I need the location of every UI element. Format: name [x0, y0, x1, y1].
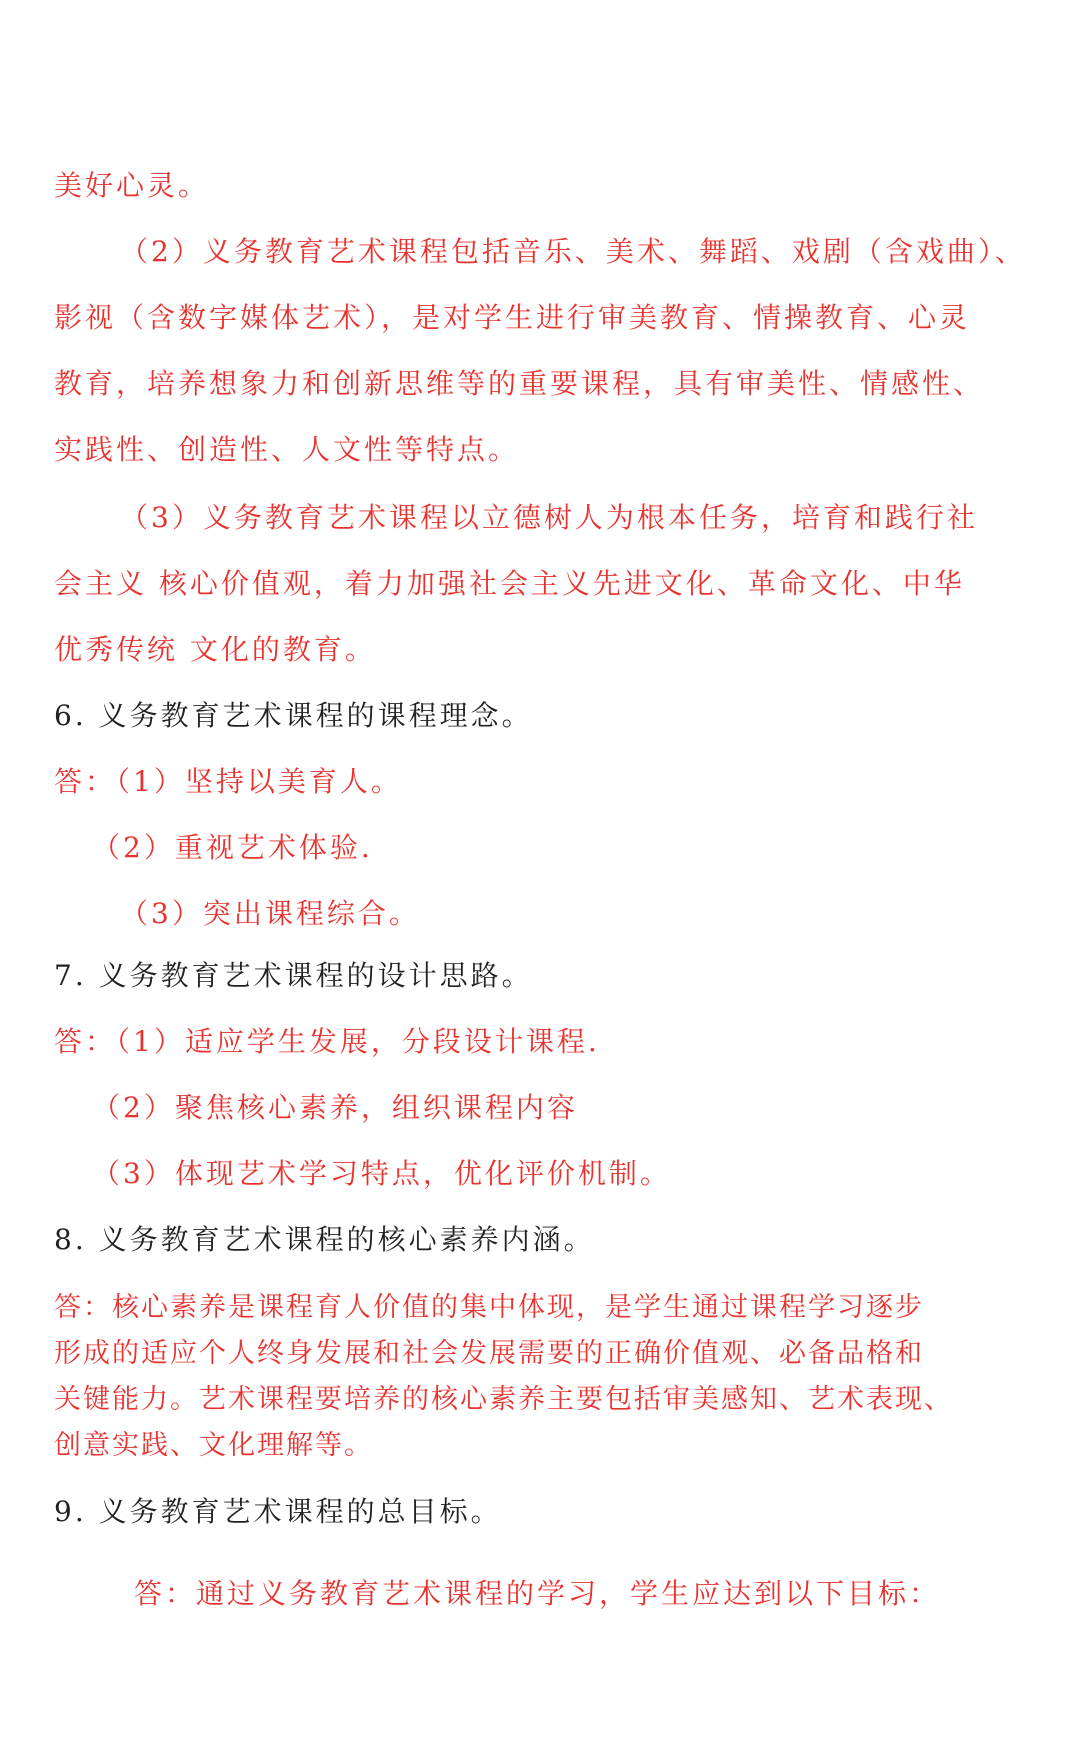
- answer-line: 答：（1）坚持以美育人。: [54, 765, 402, 798]
- answer-line: （2）义务教育艺术课程包括音乐、美术、舞蹈、戏剧（含戏曲）、: [120, 235, 1026, 268]
- question-heading: 8. 义务教育艺术课程的核心素养内涵。: [54, 1223, 595, 1256]
- answer-line: （3）突出课程综合。: [120, 897, 420, 930]
- answer-line: 教育，培养想象力和创新思维等的重要课程，具有审美性、情感性、: [54, 367, 985, 400]
- answer-line: 美好心灵。: [54, 169, 210, 202]
- answer-line: 会主义 核心价值观，着力加强社会主义先进文化、革命文化、中华: [54, 567, 965, 600]
- answer-line: 关键能力。艺术课程要培养的核心素养主要包括审美感知、艺术表现、: [54, 1384, 953, 1415]
- answer-line: 影视（含数字媒体艺术），是对学生进行审美教育、情操教育、心灵: [54, 301, 971, 334]
- question-heading: 6. 义务教育艺术课程的课程理念。: [54, 699, 533, 732]
- answer-line: （3）体现艺术学习特点，优化评价机制。: [92, 1157, 671, 1190]
- answer-line: 优秀传统 文化的教育。: [54, 633, 376, 666]
- answer-line: 答：核心素养是课程育人价值的集中体现，是学生通过课程学习逐步: [54, 1292, 924, 1323]
- answer-line: 形成的适应个人终身发展和社会发展需要的正确价值观、必备品格和: [54, 1338, 924, 1369]
- answer-line: （2）重视艺术体验.: [92, 831, 373, 864]
- question-heading: 7. 义务教育艺术课程的设计思路。: [54, 959, 533, 992]
- answer-line: 创意实践、文化理解等。: [54, 1430, 373, 1461]
- answer-line: （3）义务教育艺术课程以立德树人为根本任务，培育和践行社: [120, 501, 978, 534]
- question-heading: 9. 义务教育艺术课程的总目标。: [54, 1495, 502, 1528]
- answer-line: 实践性、创造性、人文性等特点。: [54, 433, 520, 466]
- answer-line: （2）聚焦核心素养，组织课程内容: [92, 1091, 578, 1124]
- answer-line: 答：通过义务教育艺术课程的学习，学生应达到以下目标：: [134, 1577, 941, 1610]
- answer-line: 答：（1）适应学生发展，分段设计课程.: [54, 1025, 600, 1058]
